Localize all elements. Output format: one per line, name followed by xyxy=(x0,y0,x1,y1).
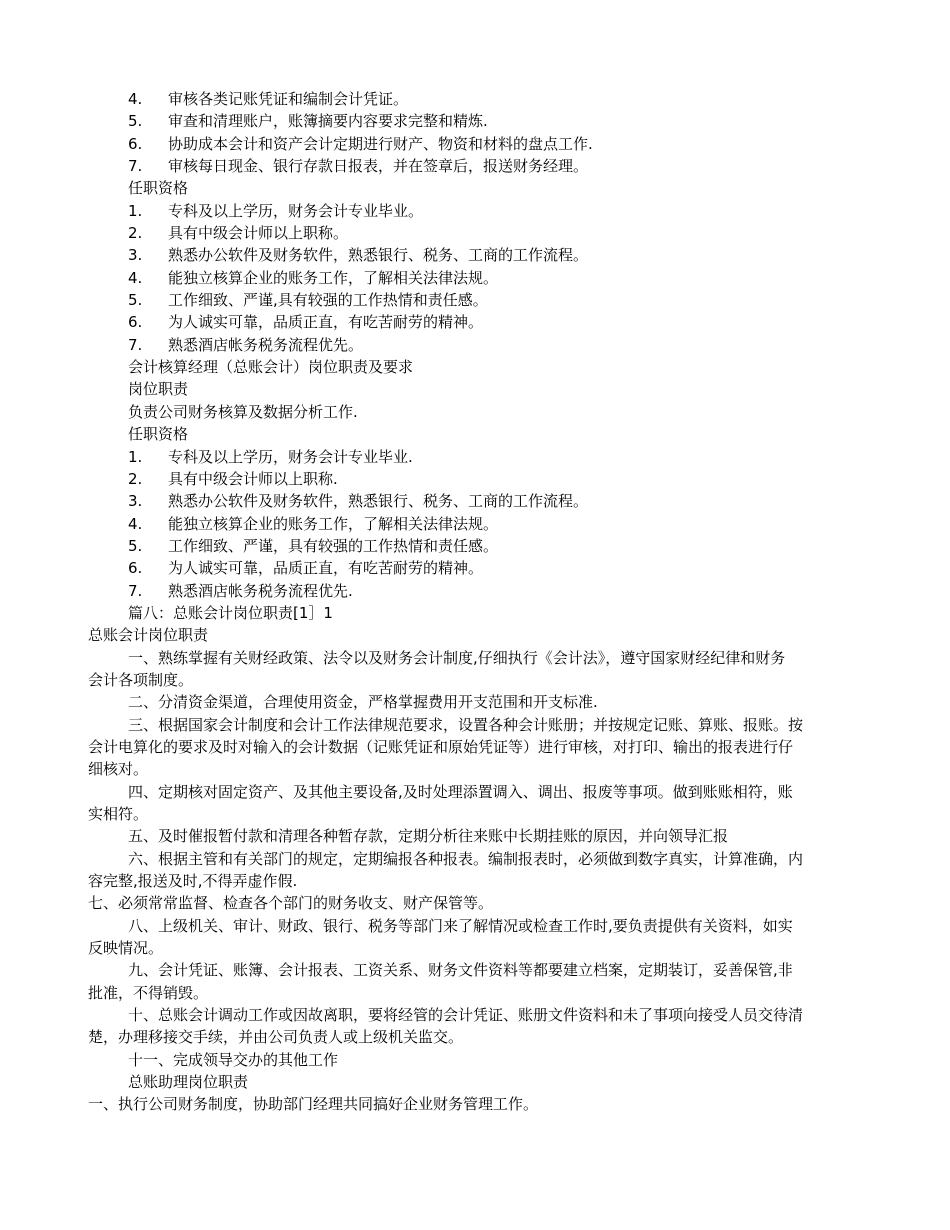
paragraph-line: 三、根据国家会计制度和会计工作法律规范要求，设置各种会计账册；并按规定记账、算账、报账。按 xyxy=(128,715,804,734)
list-item xyxy=(0,513,950,535)
paragraph xyxy=(0,714,862,781)
item-number: 6. xyxy=(128,134,143,153)
list-item xyxy=(0,334,950,356)
item-number: 3. xyxy=(128,492,143,511)
manager-heading: 会计核算经理（总账会计）岗位职责及要求 xyxy=(128,358,414,377)
paragraph-line: 八、上级机关、审计、财政、银行、税务等部门来了解情况或检查工作时,要负责提供有关资料，如实 xyxy=(128,916,793,935)
item-number: 1. xyxy=(128,201,143,220)
list-item xyxy=(0,446,950,468)
item-text: 专科及以上学历，财务会计专业毕业。 xyxy=(168,201,424,220)
item-text: 为人诚实可靠，品质正直，有吃苦耐劳的精神。 xyxy=(168,559,484,578)
list-item xyxy=(0,580,950,602)
paragraph xyxy=(0,647,862,692)
paragraph-line: 十、总账会计调动工作或因故离职，要将经管的会计凭证、账册文件资料和未了事项向接受人员交待清 xyxy=(128,1006,804,1025)
paragraph-line: 楚，办理移接交手续，并由公司负责人或上级机关监交。 xyxy=(88,1028,464,1047)
list-item xyxy=(0,468,950,490)
item-text: 熟悉办公软件及财务软件，熟悉银行、税务、工商的工作流程。 xyxy=(168,246,589,265)
duty-text: 负责公司财务核算及数据分析工作. xyxy=(128,402,358,421)
paragraph-line: 实相符。 xyxy=(88,805,149,823)
item-number: 2. xyxy=(128,469,143,488)
list-item xyxy=(0,289,950,311)
item-number: 5. xyxy=(128,291,143,310)
paragraph-line: 一、熟练掌握有关财经政策、法令以及财务会计制度,仔细执行《会计法》，遵守国家财经纪律和财务 xyxy=(128,648,786,667)
list-item xyxy=(0,155,950,177)
list-item xyxy=(0,200,950,222)
item-text: 审查和清理账户，账簿摘要内容要求完整和精炼. xyxy=(168,112,488,131)
chapter-title: 篇八：总账会计岗位职责[1］1 xyxy=(128,603,333,622)
item-number: 5. xyxy=(128,536,143,555)
paragraph-line: 会计各项制度。 xyxy=(88,670,194,689)
item-text: 审核每日现金、银行存款日报表，并在签章后，报送财务经理。 xyxy=(168,157,589,176)
list-item xyxy=(0,490,950,512)
section-title: 总账会计岗位职责 xyxy=(88,626,209,645)
paragraph xyxy=(0,691,862,713)
paragraph-line: 细核对。 xyxy=(88,760,149,779)
item-number: 3. xyxy=(128,246,143,265)
list-item xyxy=(0,110,950,132)
item-number: 6. xyxy=(128,559,143,578)
paragraph xyxy=(0,1004,862,1049)
item-number: 2. xyxy=(128,224,143,243)
item-text: 熟悉酒店帐务税务流程优先。 xyxy=(168,335,364,354)
item-number: 4. xyxy=(128,268,143,287)
item-text: 熟悉办公软件及财务软件，熟悉银行、税务、工商的工作流程。 xyxy=(168,492,589,511)
duty-heading: 岗位职责 xyxy=(128,380,189,399)
item-number: 7. xyxy=(128,581,143,600)
paragraph-line: 九、会计凭证、账簿、会计报表、工资关系、财务文件资料等都要建立档案，定期装订，妥善保管,非 xyxy=(128,961,793,980)
item-text: 熟悉酒店帐务税务流程优先. xyxy=(168,581,353,600)
item-number: 6. xyxy=(128,313,143,332)
list-item xyxy=(0,222,950,244)
paragraph xyxy=(0,915,862,960)
paragraph-line: 会计电算化的要求及时对输入的会计数据（记账凭证和原始凭证等）进行审核，对打印、输出的报表进行仔 xyxy=(88,737,794,756)
list-item xyxy=(0,267,950,289)
item-text: 协助成本会计和资产会计定期进行财产、物资和材料的盘点工作. xyxy=(168,134,593,153)
paragraph-line: 四、定期核对固定资产、及其他主要设备,及时处理添置调入、调出、报废等事项。做到账账相符，账 xyxy=(128,782,793,801)
item-number: 7. xyxy=(128,157,143,176)
qualification-heading: 任职资格 xyxy=(128,425,189,444)
paragraph-line: 十一、完成领导交办的其他工作 xyxy=(128,1050,339,1069)
list-item xyxy=(0,133,950,155)
paragraph xyxy=(0,848,862,893)
item-text: 具有中级会计师以上职称. xyxy=(168,469,338,488)
paragraph-line: 七、必须常常监督、检查各个部门的财务收支、财产保管等。 xyxy=(88,894,494,913)
item-number: 1. xyxy=(128,447,143,466)
list-item xyxy=(0,535,950,557)
paragraph-line: 反映情况。 xyxy=(88,939,164,958)
paragraph-line: 五、及时催报暂付款和清理各种暂存款，定期分析往来账中长期挂账的原因，并向领导汇报 xyxy=(128,827,729,846)
item-text: 具有中级会计师以上职称。 xyxy=(168,224,349,243)
item-text: 能独立核算企业的账务工作，了解相关法律法规。 xyxy=(168,268,499,287)
list-item xyxy=(0,557,950,579)
paragraph-line: 六、根据主管和有关部门的规定，定期编报各种报表。编制报表时，必须做到数字真实，计算准确，内 xyxy=(128,849,804,868)
paragraph xyxy=(0,781,862,826)
paragraph-line: 一、执行公司财务制度，协助部门经理共同搞好企业财务管理工作。 xyxy=(88,1095,539,1114)
item-number: 4. xyxy=(128,90,143,108)
item-text: 为人诚实可靠，品质正直，有吃苦耐劳的精神。 xyxy=(168,313,484,332)
item-number: 7. xyxy=(128,335,143,354)
item-text: 能独立核算企业的账务工作，了解相关法律法规。 xyxy=(168,514,499,533)
item-text: 工作细致、严谨，具有较强的工作热情和责任感。 xyxy=(168,536,499,555)
item-text: 专科及以上学历，财务会计专业毕业. xyxy=(168,447,413,466)
list-item xyxy=(0,311,950,333)
item-text: 工作细致、严谨,具有较强的工作热情和责任感。 xyxy=(168,291,488,310)
document-page xyxy=(0,88,950,1116)
paragraph xyxy=(0,825,862,847)
paragraph xyxy=(0,959,862,1004)
paragraph-line: 容完整,报送及时,不得弄虚作假. xyxy=(88,872,298,891)
list-item xyxy=(0,244,950,266)
paragraph-line: 二、分清资金渠道，合理使用资金，严格掌握费用开支范围和开支标准. xyxy=(128,693,598,712)
assistant-heading: 总账助理岗位职责 xyxy=(128,1073,249,1092)
paragraph-line: 批准，不得销毁。 xyxy=(88,983,209,1002)
list-item xyxy=(0,88,950,110)
item-number: 5. xyxy=(128,112,143,131)
item-number: 4. xyxy=(128,514,143,533)
qualification-heading: 任职资格 xyxy=(128,179,189,198)
item-text: 审核各类记账凭证和编制会计凭证。 xyxy=(168,90,409,108)
